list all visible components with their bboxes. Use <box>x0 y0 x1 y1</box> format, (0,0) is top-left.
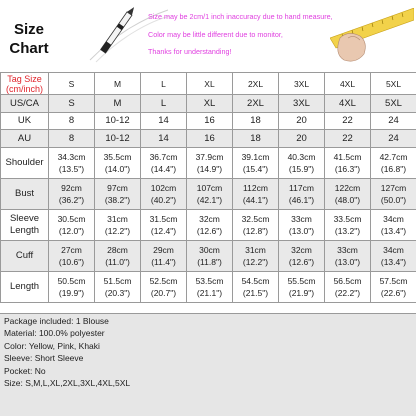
cm-value: 53.5cm <box>195 275 224 286</box>
measure-cell <box>141 147 187 178</box>
table-cell: 10-12 <box>95 130 141 148</box>
size-chart-title <box>2 20 56 64</box>
table-cell: 2XL <box>233 95 279 113</box>
inch-value: (15.4") <box>242 163 269 174</box>
table-cell: 24 <box>371 112 416 130</box>
inch-value: (48.0") <box>334 194 361 205</box>
inch-value: (10.6") <box>58 256 85 267</box>
inch-value: (21.5") <box>242 287 269 298</box>
measure-cell <box>49 178 95 209</box>
cm-value: 32cm <box>291 244 312 255</box>
measure-cell <box>279 209 325 240</box>
cm-value: 37.9cm <box>195 151 224 162</box>
cm-value: 55.5cm <box>287 275 316 286</box>
length-row <box>1 271 416 302</box>
inch-value: (13.4") <box>380 225 407 236</box>
measure-cell <box>141 271 187 302</box>
inch-value: (40.2") <box>150 194 177 205</box>
inch-value: (11.4") <box>151 256 176 267</box>
us-ca-row <box>1 95 416 113</box>
cm-value: 107cm <box>196 182 223 193</box>
table-cell: XL <box>187 95 233 113</box>
note-line-3: Thanks for understanding! <box>148 47 232 56</box>
row-label: Cuff <box>1 240 49 271</box>
inch-value: (22.2") <box>334 287 361 298</box>
measure-cell <box>233 147 279 178</box>
tag-size-label-line2: (cm/inch) <box>5 83 43 94</box>
table-cell: 20 <box>279 112 325 130</box>
inch-value: (13.4") <box>380 256 407 267</box>
cm-value: 54.5cm <box>241 275 270 286</box>
title-line1: Size <box>13 21 44 38</box>
row-label: AU <box>1 130 49 148</box>
measure-cell <box>279 178 325 209</box>
table-cell: 5XL <box>371 95 416 113</box>
measure-cell <box>371 209 416 240</box>
tag-size-cell: XL <box>187 73 233 95</box>
measure-cell <box>233 209 279 240</box>
cm-value: 52.5cm <box>149 275 178 286</box>
measure-cell <box>371 240 416 271</box>
cm-value: 50.5cm <box>57 275 86 286</box>
tag-size-cell: 5XL <box>371 73 416 95</box>
table-cell: S <box>49 95 95 113</box>
inch-value: (22.6") <box>380 287 407 298</box>
sleeve-length-row <box>1 209 416 240</box>
note-line-1: Size may be 2cm/1 inch inaccuracy due to hand measure, <box>148 12 333 21</box>
tape-measure-hand-icon <box>330 8 414 70</box>
inch-value: (19.9") <box>58 287 85 298</box>
measure-cell <box>141 240 187 271</box>
cm-value: 39.1cm <box>241 151 270 162</box>
measurement-note <box>148 8 338 61</box>
measure-cell <box>325 178 371 209</box>
material-info: Material: 100.0% polyester <box>4 328 105 339</box>
inch-value: (21.1") <box>196 287 223 298</box>
measure-cell <box>187 240 233 271</box>
row-label: UK <box>1 112 49 130</box>
inch-value: (16.3") <box>334 163 361 174</box>
measure-cell <box>187 271 233 302</box>
measure-cell <box>95 147 141 178</box>
size-info: Size: S,M,L,XL,2XL,3XL,4XL,5XL <box>4 378 131 389</box>
inch-value: (14.4") <box>150 163 177 174</box>
inch-value: (50.0") <box>380 194 407 205</box>
tag-size-cell: 4XL <box>325 73 371 95</box>
cm-value: 57.5cm <box>379 275 408 286</box>
cm-value: 32.5cm <box>241 213 270 224</box>
measure-cell <box>95 271 141 302</box>
inch-value: (21.9") <box>288 287 315 298</box>
cm-value: 41.5cm <box>333 151 362 162</box>
inch-value: (12.4") <box>150 225 177 236</box>
measure-cell <box>187 147 233 178</box>
table-cell: 3XL <box>279 95 325 113</box>
measure-cell <box>95 178 141 209</box>
inch-value: (12.2") <box>104 225 131 236</box>
measure-cell <box>95 209 141 240</box>
tag-size-cell: M <box>95 73 141 95</box>
table-cell: M <box>95 95 141 113</box>
inch-value: (20.7") <box>150 287 177 298</box>
cm-value: 34cm <box>383 244 404 255</box>
table-cell: 18 <box>233 112 279 130</box>
sleeve-info: Sleeve: Short Sleeve <box>4 353 84 364</box>
au-row <box>1 130 416 148</box>
cm-value: 97cm <box>107 182 128 193</box>
cm-value: 28cm <box>107 244 128 255</box>
cm-value: 31cm <box>245 244 266 255</box>
inch-value: (13.0") <box>334 256 361 267</box>
cuff-row <box>1 240 416 271</box>
cm-value: 27cm <box>61 244 82 255</box>
measure-cell <box>279 147 325 178</box>
row-label-line2: Length <box>9 224 40 236</box>
inch-value: (14.9") <box>196 163 223 174</box>
cm-value: 33cm <box>291 213 312 224</box>
measure-cell <box>49 240 95 271</box>
table-cell: 16 <box>187 112 233 130</box>
measure-cell <box>279 240 325 271</box>
table-cell: 22 <box>325 112 371 130</box>
table-cell: 14 <box>141 130 187 148</box>
inch-value: (13.2") <box>334 225 361 236</box>
table-cell: 24 <box>371 130 416 148</box>
measure-cell <box>325 240 371 271</box>
cm-value: 33.5cm <box>333 213 362 224</box>
table-cell: 8 <box>49 112 95 130</box>
inch-value: (12.0") <box>58 225 85 236</box>
cm-value: 122cm <box>334 182 361 193</box>
shoulder-row <box>1 147 416 178</box>
cm-value: 33cm <box>337 244 358 255</box>
inch-value: (12.2") <box>242 256 269 267</box>
size-table <box>0 72 416 303</box>
cm-value: 36.7cm <box>149 151 178 162</box>
measure-cell <box>187 178 233 209</box>
inch-value: (12.6") <box>288 256 315 267</box>
package-info: Package included: 1 Blouse <box>4 316 109 326</box>
measure-cell <box>233 271 279 302</box>
title-line2: Chart <box>9 40 49 57</box>
measure-cell <box>49 209 95 240</box>
measure-cell <box>95 240 141 271</box>
inch-value: (15.9") <box>288 163 315 174</box>
inch-value: (14.0") <box>104 163 131 174</box>
measure-cell <box>371 271 416 302</box>
cm-value: 56.5cm <box>333 275 362 286</box>
inch-value: (11.8") <box>197 256 222 267</box>
cm-value: 35.5cm <box>103 151 132 162</box>
row-label-line1: Sleeve <box>9 212 40 224</box>
table-cell: 8 <box>49 130 95 148</box>
table-cell: 20 <box>279 130 325 148</box>
cm-value: 112cm <box>243 182 268 193</box>
inch-value: (16.8") <box>380 163 407 174</box>
measure-cell <box>141 178 187 209</box>
cm-value: 51.5cm <box>103 275 132 286</box>
cm-value: 92cm <box>61 182 82 193</box>
tag-size-cell: 3XL <box>279 73 325 95</box>
cm-value: 29cm <box>153 244 174 255</box>
color-info: Color: Yellow, Pink, Khaki <box>4 340 100 351</box>
measure-cell <box>325 147 371 178</box>
note-line-2: Color may be little different due to monitor, <box>148 29 283 39</box>
table-cell: 10-12 <box>95 112 141 130</box>
table-cell: 16 <box>187 130 233 148</box>
inch-value: (44.1") <box>242 194 269 205</box>
tag-size-label <box>1 73 49 95</box>
measure-cell <box>233 240 279 271</box>
cm-value: 30.5cm <box>57 213 86 224</box>
inch-value: (38.2") <box>104 194 131 205</box>
measure-cell <box>279 271 325 302</box>
pocket-info: Pocket: No <box>4 365 46 376</box>
uk-row <box>1 112 416 130</box>
inch-value: (13.5") <box>58 163 85 174</box>
inch-value: (42.1") <box>196 194 223 205</box>
table-cell: 14 <box>141 112 187 130</box>
measure-cell <box>187 209 233 240</box>
table-cell: 22 <box>325 130 371 148</box>
cm-value: 102cm <box>150 182 177 193</box>
tag-size-cell: 2XL <box>233 73 279 95</box>
measure-cell <box>233 178 279 209</box>
measure-cell <box>325 209 371 240</box>
cm-value: 31cm <box>107 213 128 224</box>
inch-value: (11.0") <box>105 256 130 267</box>
inch-value: (36.2") <box>58 194 85 205</box>
cm-value: 31.5cm <box>149 213 178 224</box>
inch-value: (12.6") <box>196 225 223 236</box>
measure-cell <box>325 271 371 302</box>
cm-value: 42.7cm <box>379 151 408 162</box>
row-label <box>1 209 49 240</box>
measure-cell <box>49 147 95 178</box>
tag-size-label-line1: Tag Size <box>7 73 42 84</box>
measure-cell <box>371 147 416 178</box>
product-info <box>0 313 416 416</box>
table-cell: 18 <box>233 130 279 148</box>
measure-cell <box>49 271 95 302</box>
inch-value: (12.8") <box>242 225 269 236</box>
chart-header <box>0 0 416 72</box>
table-cell: L <box>141 95 187 113</box>
inch-value: (13.0") <box>288 225 315 236</box>
cm-value: 40.3cm <box>287 151 316 162</box>
measure-cell <box>141 209 187 240</box>
tag-size-row <box>1 73 416 95</box>
tag-size-cell: S <box>49 73 95 95</box>
inch-value: (46.1") <box>288 194 315 205</box>
table-cell: 4XL <box>325 95 371 113</box>
cm-value: 117cm <box>289 182 314 193</box>
row-label: US/CA <box>1 95 49 113</box>
cm-value: 30cm <box>199 244 220 255</box>
cm-value: 34cm <box>383 213 404 224</box>
row-label: Length <box>1 271 49 302</box>
measure-cell <box>371 178 416 209</box>
row-label: Shoulder <box>1 147 49 178</box>
tag-size-cell: L <box>141 73 187 95</box>
cm-value: 127cm <box>380 182 407 193</box>
cm-value: 32cm <box>199 213 220 224</box>
inch-value: (20.3") <box>104 287 131 298</box>
cm-value: 34.3cm <box>57 151 86 162</box>
bust-row <box>1 178 416 209</box>
row-label: Bust <box>1 178 49 209</box>
